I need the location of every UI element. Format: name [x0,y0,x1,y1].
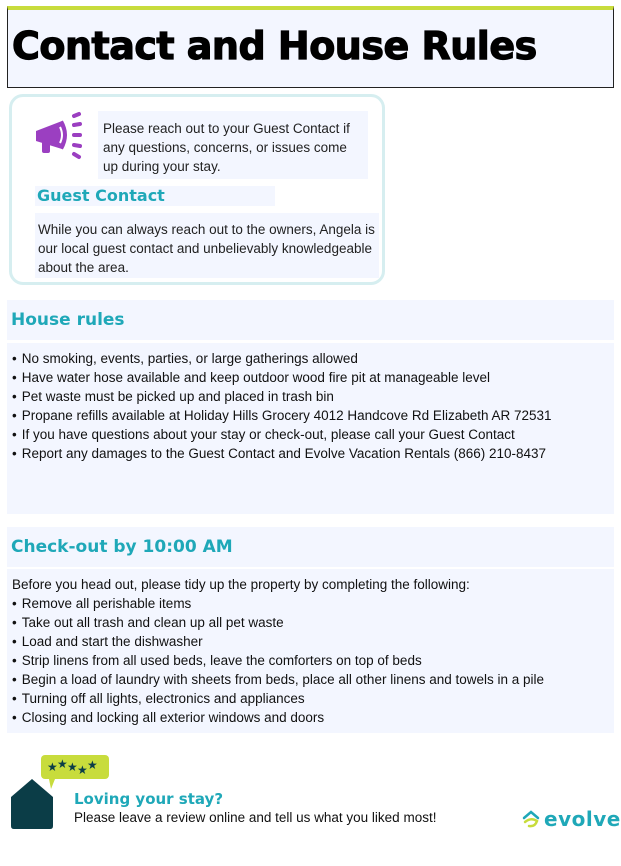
list-item: • If you have questions about your stay or check-out, please call your Guest Contact [12,425,609,444]
list-item: • Load and start the dishwasher [12,632,609,651]
page-title: Contact and House Rules [12,24,537,68]
list-item: • Turning off all lights, electronics and appliances [12,689,609,708]
checkout-list [12,594,609,727]
list-item: • Have water hose available and keep outdoor wood fire pit at manageable level [12,368,609,387]
checkout-body [7,569,614,733]
evolve-logo [521,807,621,831]
checkout-heading: Check-out by 10:00 AM [7,527,614,567]
megaphone-icon [32,111,88,161]
list-item: • Begin a load of laundry with sheets from beds, place all other linens and towels in a pile [12,670,609,689]
guest-contact-heading: Guest Contact [35,186,275,206]
house-rules-list [12,349,609,463]
star-icon: ★ [87,758,98,772]
footer-title: Loving your stay? [74,790,224,808]
contact-intro: Please reach out to your Guest Contact if any questions, concerns, or issues come up during your stay. [98,111,368,179]
list-item: • Take out all trash and clean up all pet waste [12,613,609,632]
guest-contact-body: While you can always reach out to the owners, Angela is our local guest contact and unbelievably knowledgeable about the area. [35,213,379,278]
footer-text: Please leave a review online and tell us what you liked most! [74,810,437,825]
star-icon: ★ [57,757,68,771]
list-item: • No smoking, events, parties, or large gatherings allowed [12,349,609,368]
star-icon: ★ [77,763,88,777]
list-item: • Pet waste must be picked up and placed in trash bin [12,387,609,406]
list-item: • Remove all perishable items [12,594,609,613]
list-item: • Closing and locking all exterior windows and doors [12,708,609,727]
evolve-logo-icon [521,809,541,829]
evolve-logo-text: evolve [544,807,621,831]
star-icon: ★ [47,760,58,774]
guest-contact-card [9,94,385,285]
list-item: • Propane refills available at Holiday Hills Grocery 4012 Handcove Rd Elizabeth AR 72531 [12,406,609,425]
house-rules-heading: House rules [7,300,614,340]
star-icon: ★ [67,760,78,774]
list-item: • Strip linens from all used beds, leave the comforters on top of beds [12,651,609,670]
checkout-intro: Before you head out, please tidy up the property by completing the following: [12,577,470,592]
list-item: • Report any damages to the Guest Contact and Evolve Vacation Rentals (866) 210-8437 [12,444,609,463]
house-rules-body [7,343,614,514]
title-banner [7,6,614,88]
